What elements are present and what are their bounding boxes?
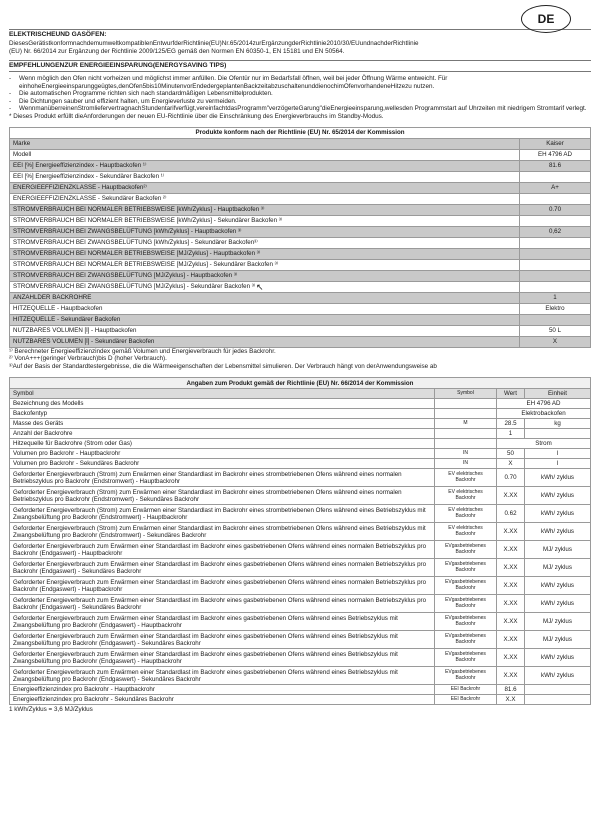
- table-row: [10, 226, 591, 237]
- row-label: ENERGIEEFFIZIENZKLASSE - Sekundärer Backofen ²⁾: [10, 193, 520, 204]
- row-label: Geforderter Energieverbrauch zum Erwärmen einer Standardlast im Backrohr eines gasbetriebenen Ofens während eines Betriebszyklus mit Zwangsbelüftung pro Backrohr (Endgaswert) - Hauptbackrohr: [10, 649, 435, 667]
- row-label: Geforderter Energieverbrauch (Strom) zum Erwärmen einer Standardlast im Backrohr eines strombetriebenen Ofens während eines Betriebszyklus mit Zwangsbelüftung pro Backrohr (Endstromwert) - Sekundäres Backrohr: [10, 523, 435, 541]
- row-symbol: EVgasbetriebenes Backrohr: [435, 613, 497, 631]
- row-value: 1: [520, 292, 591, 303]
- table-row: [10, 303, 591, 314]
- row-value: X.XX: [497, 631, 525, 649]
- row-value: 50 L: [520, 325, 591, 336]
- row-label: Volumen pro Backrohr - Hauptbackrohr: [10, 449, 435, 459]
- row-label: STROMVERBRAUCH BEI ZWANGSBELÜFTUNG [MJ/Zyklus] - Sekundärer Backofen ³⁾: [10, 281, 520, 292]
- row-value: X.XX: [497, 541, 525, 559]
- row-label: STROMVERBRAUCH BEI NORMALER BETRIEBSWEISE [MJ/Zyklus] - Hauptbackofen ³⁾: [10, 248, 520, 259]
- row-symbol: [435, 409, 497, 419]
- row-unit: kWh/ zyklus: [525, 577, 591, 595]
- table-row: [10, 193, 591, 204]
- header-unit: Einheit: [525, 389, 591, 399]
- row-value: EH 4796 AD: [520, 149, 591, 160]
- table-row: [10, 577, 591, 595]
- table-row: [10, 449, 591, 459]
- table-row: [10, 292, 591, 303]
- language-badge: DE: [521, 5, 571, 33]
- footnote-line: ³⁾Auf der Basis der Standardtestergebnisse, die die Wärmeeigenschaften der Lebensmittel simulieren. Der Verbrauch hängt von derAnwendungsweise ab: [9, 362, 437, 370]
- bullet-item: [9, 105, 591, 113]
- table-row: [10, 667, 591, 685]
- row-symbol: EVgasbetriebenes Backrohr: [435, 541, 497, 559]
- table-row: [10, 505, 591, 523]
- table-row: [10, 237, 591, 248]
- row-value: X.XX: [497, 523, 525, 541]
- row-unit: MJ/ zyklus: [525, 631, 591, 649]
- row-label: Geforderter Energieverbrauch zum Erwärmen einer Standardlast im Backrohr eines gasbetriebenen Ofens während eines Betriebszyklus mit Zwangsbelüftung pro Backrohr (Endgaswert) - Hauptbackrohr: [10, 613, 435, 631]
- row-label: Geforderter Energieverbrauch (Strom) zum Erwärmen einer Standardlast im Backrohr eines strombetriebenen Ofens während eines Betriebszyklus mit Zwangsbelüftung pro Backrohr (Endstromwert) - Hauptbackrohr: [10, 505, 435, 523]
- row-value: [520, 314, 591, 325]
- bullet-text: WennmanüberreinenStromliefervertragnachStundentarifverfügt,vereinfachtdasProgramm"verzögerteGarung"dieEnergieeinsparung,wellesden Programmstart auf Uhrzeiten mit niedrigem Stromtarif verlegt.: [19, 105, 587, 113]
- table-row: [10, 459, 591, 469]
- row-value: X: [497, 459, 525, 469]
- row-value: 1: [497, 429, 525, 439]
- bullet-dash: -: [9, 75, 12, 82]
- row-label: EEI [%] Energieeffizienzindex - Hauptbackofen ¹⁾: [10, 160, 520, 171]
- row-label: EEI [%] Energieeffizienzindex - Sekundärer Backofen ¹⁾: [10, 171, 520, 182]
- row-unit: kWh/ zyklus: [525, 487, 591, 505]
- table-row: [10, 685, 591, 695]
- section-ovens-text: [9, 40, 591, 56]
- row-label: Geforderter Energieverbrauch zum Erwärmen einer Standardlast im Backrohr eines gasbetriebenen Ofens während eines Betriebszyklus mit Zwangsbelüftung pro Backrohr (Endgaswert) - Sekundäres Backrohr: [10, 667, 435, 685]
- row-value: 28.5: [497, 419, 525, 429]
- footnote-line: ¹⁾ Berechneter Energieeffizienzindex gemäß Volumen und Energieverbrauch für jedes Backrohr.: [9, 347, 276, 355]
- table-row: [10, 439, 591, 449]
- row-symbol: [435, 429, 497, 439]
- bullet-text: Wenn möglich den Ofen nicht vorheizen und möglichst immer anfüllen. Die Ofentür nur im Bedarfsfall öffnen, weil bei jeder Öffnung Wärme entweicht. Für einhoheEnergieeinsparunggeügtes,denOfen5bis10MinutenvorEndedergeplantenBackzeitabzuschaltenunddienochimOfenvorhandeneHitzezu nutzen.: [19, 75, 448, 90]
- table-row: [10, 613, 591, 631]
- row-unit: kWh/ zyklus: [525, 505, 591, 523]
- row-value: X.XX: [497, 559, 525, 577]
- row-label: ANZAHLDER BACKROHRE: [10, 292, 520, 303]
- bullet-text: Die Dichtungen sauber und effizient halten, um Energieverluste zu vermeiden.: [19, 97, 237, 105]
- row-unit: kWh/ zyklus: [525, 469, 591, 487]
- row-value: X: [520, 336, 591, 347]
- row-label: NUTZBARES VOLUMEN [l] - Sekundärer Backofen: [10, 336, 520, 347]
- row-label: Modell: [10, 149, 520, 160]
- table-row: [10, 160, 591, 171]
- row-unit: [525, 695, 591, 705]
- row-value: 0.70: [520, 204, 591, 215]
- row-label: Geforderter Energieverbrauch zum Erwärmen einer Standardlast im Backrohr eines gasbetriebenen Ofens während eines normalen Betriebszyklus pro Backrohr (Endgaswert) - Sekundäres Backrohr: [10, 595, 435, 613]
- row-unit: kWh/ zyklus: [525, 649, 591, 667]
- header-symbol: Symbol: [10, 389, 435, 399]
- table-row: [10, 270, 591, 281]
- row-value: Kaiser: [520, 138, 591, 149]
- bullet-text: Die automatischen Programme richten sich nach standardmäßigen Lebensmittelprodukten.: [19, 90, 273, 98]
- bullet-item: [9, 75, 591, 90]
- paragraph-line: DiesesGerätistkonformnachdemumweltkompatiblenEntwurfderRichtlinie(EU)Nr.65/2014zurErgänzungderRichtlinie2010/30/EUundnachderRichtlinie: [9, 40, 419, 47]
- bullet-item: [9, 90, 591, 98]
- row-value: Elektro: [520, 303, 591, 314]
- row-symbol: EV elektrisches Backrohr: [435, 469, 497, 487]
- row-value: X.XX: [497, 649, 525, 667]
- row-value: [520, 237, 591, 248]
- bullet-dash: -: [9, 90, 12, 98]
- row-label: Geforderter Energieverbrauch (Strom) zum Erwärmen einer Standardlast im Backrohr eines strombetriebenen Ofens während eines normalen Betriebszyklus pro Backrohr (Endstromwert) - Hauptbackrohr: [10, 469, 435, 487]
- row-label: STROMVERBRAUCH BEI NORMALER BETRIEBSWEISE [kWh/Zyklus] - Hauptbackofen ³⁾: [10, 204, 520, 215]
- row-value: [520, 270, 591, 281]
- row-label: STROMVERBRAUCH BEI NORMALER BETRIEBSWEISE [kWh/Zyklus] - Sekundärer Backofen ³⁾: [10, 215, 520, 226]
- row-symbol: EEI Backrohr: [435, 685, 497, 695]
- table-row: [10, 695, 591, 705]
- table-row: [10, 259, 591, 270]
- row-symbol: EEI Backrohr: [435, 695, 497, 705]
- product-table-66-2014: [9, 377, 591, 705]
- table-row: [10, 419, 591, 429]
- table-row: [10, 631, 591, 649]
- table-row: [10, 314, 591, 325]
- row-label: Volumen pro Backrohr - Sekundäres Backrohr: [10, 459, 435, 469]
- row-symbol: EVgasbetriebenes Backrohr: [435, 631, 497, 649]
- row-value: 0,62: [520, 226, 591, 237]
- row-unit: kWh/ zyklus: [525, 595, 591, 613]
- row-value: 81.6: [497, 685, 525, 695]
- table-row: [10, 469, 591, 487]
- table-row: [10, 523, 591, 541]
- row-value: X.XX: [497, 595, 525, 613]
- row-unit: l: [525, 459, 591, 469]
- row-label: Bezeichnung des Modells: [10, 399, 435, 409]
- row-label: Masse des Geräts: [10, 419, 435, 429]
- table-row: [10, 204, 591, 215]
- section-title-energy-tips: EMPFEHLUNGENZUR ENERGIEEINSPARUNG(ENERGYSAVING TIPS): [9, 62, 227, 69]
- product-table-65-2014: [9, 127, 591, 348]
- row-symbol: EV elektrisches Backrohr: [435, 487, 497, 505]
- row-value: 0.62: [497, 505, 525, 523]
- row-label: Geforderter Energieverbrauch zum Erwärmen einer Standardlast im Backrohr eines gasbetriebenen Ofens während eines normalen Betriebszyklus pro Backrohr (Endgaswert) - Hauptbackrohr: [10, 541, 435, 559]
- paragraph-line: (EU) Nr. 66/2014 zur Ergänzung der Richtlinie 2009/125/EG gemäß den Normen EN 60350-1, EN 15181 und EN 50564.: [9, 48, 345, 55]
- row-label: Geforderter Energieverbrauch zum Erwärmen einer Standardlast im Backrohr eines gasbetriebenen Ofens während eines Betriebszyklus mit Zwangsbelüftung pro Backrohr (Endgaswert) - Sekundäres Backrohr: [10, 631, 435, 649]
- row-symbol: EVgasbetriebenes Backrohr: [435, 559, 497, 577]
- row-label: HITZEQUELLE - Hauptbackofen: [10, 303, 520, 314]
- row-value: [520, 248, 591, 259]
- row-label: STROMVERBRAUCH BEI ZWANGSBELÜFTUNG [MJ/Zyklus] - Hauptbackofen ³⁾: [10, 270, 520, 281]
- table-title: Produkte konform nach der Richtlinie (EU) Nr. 65/2014 der Kommission: [10, 127, 591, 138]
- row-unit: MJ/ zyklus: [525, 559, 591, 577]
- table-row: [10, 281, 591, 292]
- bullet-item: [9, 98, 591, 106]
- table-row: [10, 215, 591, 226]
- row-symbol: EV elektrisches Backrohr: [435, 505, 497, 523]
- table-row: [10, 487, 591, 505]
- row-value: [520, 259, 591, 270]
- table-row: [10, 559, 591, 577]
- row-unit: kg: [525, 419, 591, 429]
- row-unit: kWh/ zyklus: [525, 667, 591, 685]
- row-value: X.XX: [497, 577, 525, 595]
- row-value: 81.6: [520, 160, 591, 171]
- table-footnotes: [9, 348, 591, 371]
- row-value: [520, 193, 591, 204]
- row-label: NUTZBARES VOLUMEN [l] - Hauptbackofen: [10, 325, 520, 336]
- row-label: Geforderter Energieverbrauch zum Erwärmen einer Standardlast im Backrohr eines gasbetriebenen Ofens während eines normalen Betriebszyklus pro Backrohr (Endgaswert) - Hauptbackrohr: [10, 577, 435, 595]
- row-value: [520, 215, 591, 226]
- row-value: X.XX: [497, 667, 525, 685]
- header-value: Wert: [497, 389, 525, 399]
- row-symbol: [435, 439, 497, 449]
- table-row: [10, 649, 591, 667]
- row-label: Marke: [10, 138, 520, 149]
- table-row: [10, 595, 591, 613]
- table-row: [10, 429, 591, 439]
- row-label: Anzahl der Backrohre: [10, 429, 435, 439]
- energy-tips-list: [9, 75, 591, 113]
- row-symbol: IN: [435, 449, 497, 459]
- row-value: [520, 281, 591, 292]
- table-row: [10, 336, 591, 347]
- table-row: [10, 182, 591, 193]
- conversion-footnote: 1 kWh/Zyklus = 3,6 MJ/Zyklus: [9, 706, 93, 714]
- row-value: Strom: [497, 439, 591, 449]
- row-label: STROMVERBRAUCH BEI ZWANGSBELÜFTUNG [kWh/Zyklus] - Hauptbackofen ³⁾: [10, 226, 520, 237]
- row-label: Geforderter Energieverbrauch (Strom) zum Erwärmen einer Standardlast im Backrohr eines strombetriebenen Ofens während eines normalen Betriebszyklus pro Backrohr (Endstromwert) - Sekundäres Backrohr: [10, 487, 435, 505]
- bullet-dash: -: [9, 97, 12, 105]
- row-value: X.XX: [497, 613, 525, 631]
- table-row: [10, 248, 591, 259]
- footnote-line: ²⁾ VonA+++(geringer Verbrauch)bis D (hoher Verbrauch).: [9, 355, 167, 363]
- row-value: EH 4796 AD: [497, 399, 591, 409]
- table-header-row: [10, 389, 591, 399]
- header-symbol-short: Symbol: [435, 389, 497, 399]
- bullet-dash: -: [9, 105, 12, 113]
- row-unit: MJ/ zyklus: [525, 613, 591, 631]
- row-unit: [525, 429, 591, 439]
- row-unit: [525, 685, 591, 695]
- table-row: [10, 171, 591, 182]
- table-row: [10, 138, 591, 149]
- table-row: [10, 541, 591, 559]
- row-unit: kWh/ zyklus: [525, 523, 591, 541]
- row-label: Energieeffizienzindex pro Backrohr - Sekundäres Backrohr: [10, 695, 435, 705]
- section-title-ovens: ELEKTRISCHEUND GASÖFEN:: [9, 31, 107, 38]
- table-row: [10, 399, 591, 409]
- row-label: STROMVERBRAUCH BEI NORMALER BETRIEBSWEISE [MJ/Zyklus] - Sekundärer Backofen ³⁾: [10, 259, 520, 270]
- row-value: Elektrobackofen: [497, 409, 591, 419]
- row-symbol: EVgasbetriebenes Backrohr: [435, 649, 497, 667]
- row-value: A+: [520, 182, 591, 193]
- row-value: X.XX: [497, 487, 525, 505]
- row-label: ENERGIEEFFIZIENZKLASSE - Hauptbackofen²⁾: [10, 182, 520, 193]
- row-value: 0.70: [497, 469, 525, 487]
- table-title: Angaben zum Produkt gemäß der Richtlinie (EU) Nr. 66/2014 der Kommission: [10, 378, 591, 389]
- row-value: X.X: [497, 695, 525, 705]
- row-symbol: EVgasbetriebenes Backrohr: [435, 577, 497, 595]
- row-symbol: EVgasbetriebenes Backrohr: [435, 595, 497, 613]
- row-unit: l: [525, 449, 591, 459]
- table-row: [10, 325, 591, 336]
- row-label: Backofentyp: [10, 409, 435, 419]
- row-symbol: IN: [435, 459, 497, 469]
- row-symbol: EV elektrisches Backrohr: [435, 523, 497, 541]
- row-label: Geforderter Energieverbrauch zum Erwärmen einer Standardlast im Backrohr eines gasbetriebenen Ofens während eines normalen Betriebszyklus pro Backrohr (Endgaswert) - Sekundäres Backrohr: [10, 559, 435, 577]
- row-unit: MJ/ zyklus: [525, 541, 591, 559]
- row-label: Hitzequelle für Backrohre (Strom oder Gas): [10, 439, 435, 449]
- row-symbol: M: [435, 419, 497, 429]
- row-label: Energieeffizienzindex pro Backrohr - Hauptbackrohr: [10, 685, 435, 695]
- table-row: [10, 409, 591, 419]
- row-value: 50: [497, 449, 525, 459]
- row-symbol: EVgasbetriebenes Backrohr: [435, 667, 497, 685]
- row-value: [520, 171, 591, 182]
- row-label: STROMVERBRAUCH BEI ZWANGSBELÜFTUNG [kWh/Zyklus] - Sekundärer Backofen³⁾: [10, 237, 520, 248]
- row-label: HITZEQUELLE - Sekundärer Backofen: [10, 314, 520, 325]
- row-symbol: [435, 399, 497, 409]
- standby-note: * Dieses Produkt erfüllt dieAnforderungen der neuen EU-Richtlinie über die Einschränkung des Energieverbrauchs im Standby-Modus.: [9, 112, 384, 120]
- table-row: [10, 149, 591, 160]
- mouse-cursor-icon: ↖: [256, 282, 264, 292]
